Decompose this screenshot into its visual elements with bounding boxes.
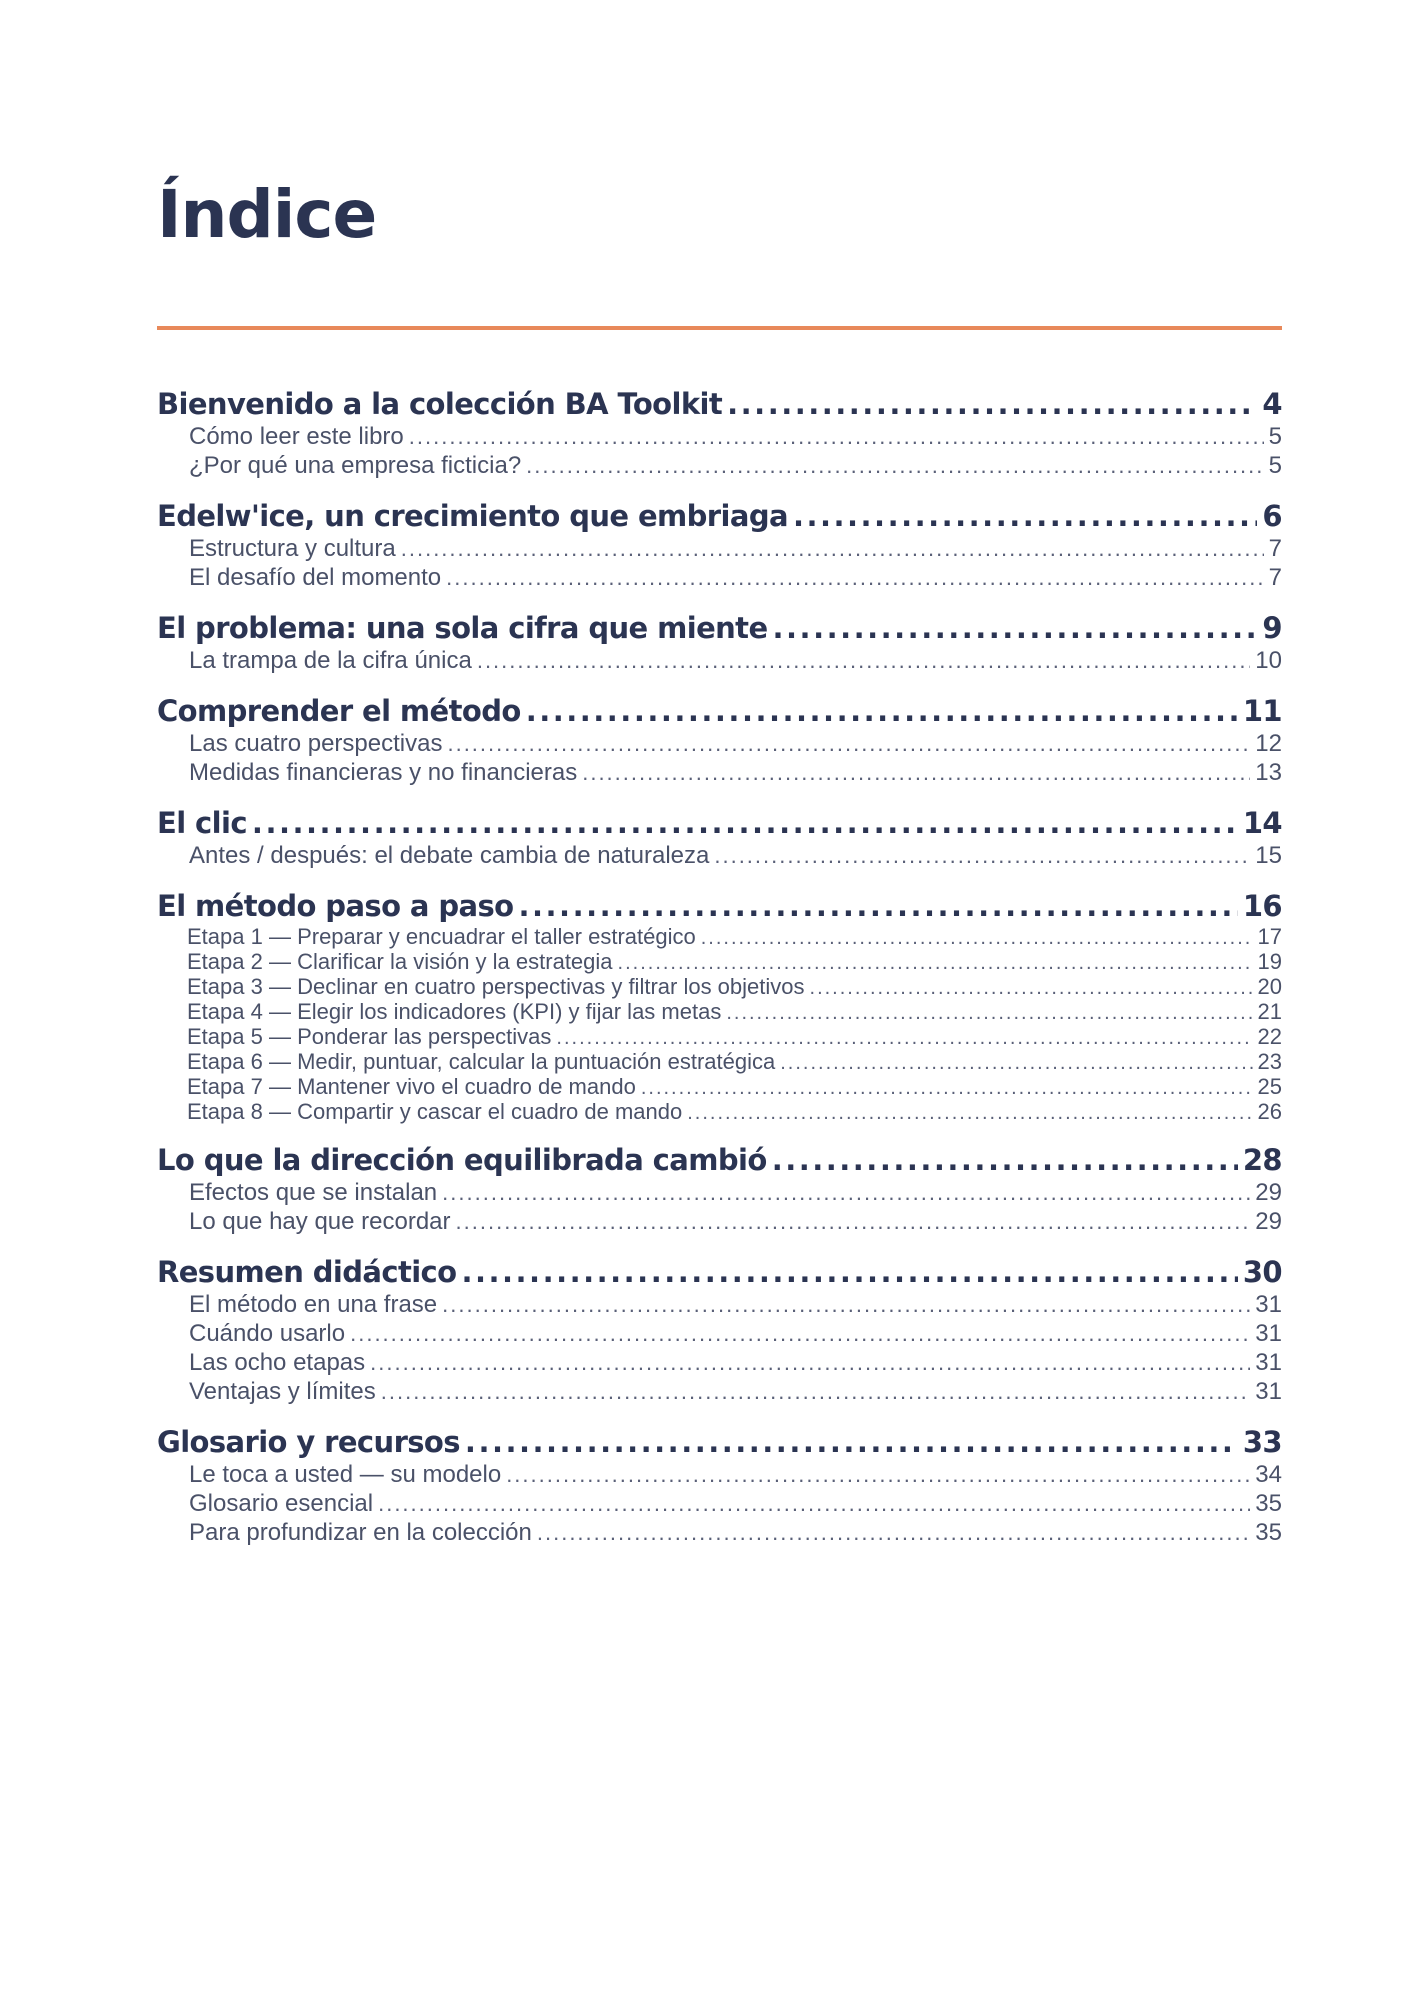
- dot-leader: [772, 1142, 1238, 1178]
- toc-entry-title: Cuándo usarlo: [189, 1320, 346, 1347]
- toc-entry-page: 31: [1255, 1378, 1282, 1405]
- toc-entry-page: 29: [1255, 1179, 1282, 1206]
- toc-entry-title: Para profundizar en la colección: [189, 1519, 532, 1546]
- toc-entry-page: 17: [1257, 924, 1282, 949]
- toc-entry-link[interactable]: [157, 1178, 1282, 1207]
- page-title: Índice: [157, 176, 377, 253]
- toc-chapter-title: Lo que la dirección equilibrada cambió: [157, 1143, 767, 1177]
- toc-entry-link[interactable]: [157, 1460, 1282, 1489]
- toc-entry-link[interactable]: [157, 1518, 1282, 1547]
- toc-chapter-link[interactable]: [157, 805, 1282, 841]
- toc-section: [157, 1424, 1282, 1547]
- toc-entry-title: Etapa 4 — Elegir los indicadores (KPI) y fijar las metas: [187, 999, 722, 1024]
- toc-entry-link[interactable]: [157, 534, 1282, 563]
- toc-entry-title: Glosario esencial: [189, 1490, 374, 1517]
- toc-entry-link[interactable]: [157, 729, 1282, 758]
- dot-leader: [447, 729, 1250, 758]
- toc-section: [157, 693, 1282, 787]
- toc-entry-page: 31: [1255, 1349, 1282, 1376]
- dot-leader: [810, 976, 1253, 1001]
- dot-leader: [582, 758, 1250, 787]
- toc-entry-title: Etapa 3 — Declinar en cuatro perspectivas y filtrar los objetivos: [187, 974, 805, 999]
- dot-leader: [456, 1207, 1251, 1236]
- toc-entry-title: La trampa de la cifra única: [189, 647, 472, 674]
- dot-leader: [477, 646, 1250, 675]
- toc-entry-page: 7: [1268, 564, 1282, 591]
- toc-entry-link[interactable]: [157, 1290, 1282, 1319]
- dot-leader: [506, 1460, 1250, 1489]
- toc-entry-link[interactable]: [157, 1377, 1282, 1406]
- toc-entry-page: 5: [1268, 423, 1282, 450]
- toc-chapter-page: 16: [1242, 889, 1282, 923]
- toc-chapter-link[interactable]: [157, 1142, 1282, 1178]
- toc-section: [157, 888, 1282, 1124]
- toc-chapter-page: 9: [1262, 611, 1282, 645]
- toc-chapter-link[interactable]: [157, 386, 1282, 422]
- dot-leader: [687, 1101, 1252, 1126]
- toc-entry-link[interactable]: [157, 999, 1282, 1024]
- toc-entry-page: 31: [1255, 1320, 1282, 1347]
- toc-entry-title: Etapa 7 — Mantener vivo el cuadro de mando: [187, 1074, 636, 1099]
- dot-leader: [378, 1489, 1250, 1518]
- toc-entry-title: Le toca a usted — su modelo: [189, 1461, 502, 1488]
- toc-entry-page: 13: [1255, 759, 1282, 786]
- toc-chapter-link[interactable]: [157, 1254, 1282, 1290]
- toc-chapter-title: El método paso a paso: [157, 889, 514, 923]
- toc-entry-page: 12: [1255, 730, 1282, 757]
- toc-section: [157, 498, 1282, 592]
- toc-section: [157, 1254, 1282, 1406]
- toc-entry-page: 35: [1255, 1519, 1282, 1546]
- toc-chapter-page: 28: [1242, 1143, 1282, 1177]
- dot-leader: [519, 888, 1238, 924]
- toc-entry-title: Etapa 2 — Clarificar la visión y la estrategia: [187, 949, 613, 974]
- toc-entry-title: Estructura y cultura: [189, 535, 396, 562]
- toc-section: [157, 1142, 1282, 1236]
- dot-leader: [780, 1051, 1252, 1076]
- toc-entry-page: 31: [1255, 1291, 1282, 1318]
- dot-leader: [381, 1377, 1251, 1406]
- dot-leader: [465, 1424, 1238, 1460]
- toc-entry-link[interactable]: [157, 1489, 1282, 1518]
- toc-entry-page: 25: [1257, 1074, 1282, 1099]
- dot-leader: [461, 1254, 1237, 1290]
- dot-leader: [726, 1001, 1252, 1026]
- toc-entry-page: 34: [1255, 1461, 1282, 1488]
- dot-leader: [701, 926, 1253, 951]
- toc-section: [157, 386, 1282, 480]
- toc-entry-page: 26: [1257, 1099, 1282, 1124]
- toc-chapter-title: El clic: [157, 806, 247, 840]
- toc-entry-title: Etapa 8 — Compartir y cascar el cuadro de mando: [187, 1099, 683, 1124]
- dot-leader: [526, 451, 1263, 480]
- toc-entry-page: 29: [1255, 1208, 1282, 1235]
- toc-entry-page: 10: [1255, 647, 1282, 674]
- toc-entry-page: 22: [1257, 1024, 1282, 1049]
- toc-chapter-title: El problema: una sola cifra que miente: [157, 611, 768, 645]
- toc-chapter-title: Comprender el método: [157, 694, 521, 728]
- toc-chapter-link[interactable]: [157, 610, 1282, 646]
- toc-entry-page: 23: [1257, 1049, 1282, 1074]
- toc-section: [157, 610, 1282, 675]
- toc-entry-link[interactable]: [157, 1207, 1282, 1236]
- dot-leader: [537, 1518, 1250, 1547]
- dot-leader: [442, 1178, 1250, 1207]
- toc-entry-title: Etapa 1 — Preparar y encuadrar el taller estratégico: [187, 924, 696, 949]
- toc-entry-page: 19: [1257, 949, 1282, 974]
- toc-entry-page: 15: [1255, 842, 1282, 869]
- toc-entry-title: Etapa 6 — Medir, puntuar, calcular la puntuación estratégica: [187, 1049, 776, 1074]
- dot-leader: [618, 951, 1253, 976]
- table-of-contents: [157, 386, 1282, 1565]
- toc-entry-page: 21: [1257, 999, 1282, 1024]
- toc-entry-title: El método en una frase: [189, 1291, 438, 1318]
- toc-entry-page: 20: [1257, 974, 1282, 999]
- toc-entry-page: 7: [1268, 535, 1282, 562]
- toc-entry-title: Lo que hay que recordar: [189, 1208, 451, 1235]
- dot-leader: [727, 386, 1257, 422]
- toc-entry-title: Las ocho etapas: [189, 1349, 366, 1376]
- toc-chapter-page: 33: [1242, 1425, 1282, 1459]
- dot-leader: [350, 1319, 1250, 1348]
- toc-chapter-title: Glosario y recursos: [157, 1425, 460, 1459]
- toc-chapter-page: 4: [1262, 387, 1282, 421]
- toc-entry-title: Efectos que se instalan: [189, 1179, 438, 1206]
- dot-leader: [793, 498, 1257, 534]
- toc-chapter-link[interactable]: [157, 498, 1282, 534]
- toc-entry-title: Etapa 5 — Ponderar las perspectivas: [187, 1024, 552, 1049]
- dot-leader: [714, 841, 1250, 870]
- toc-entry-link[interactable]: [157, 646, 1282, 675]
- title-divider: [157, 326, 1282, 330]
- toc-entry-link[interactable]: [157, 841, 1282, 870]
- dot-leader: [442, 1290, 1250, 1319]
- dot-leader: [409, 422, 1264, 451]
- dot-leader: [526, 693, 1238, 729]
- dot-leader: [641, 1076, 1253, 1101]
- dot-leader: [252, 805, 1238, 841]
- dot-leader: [446, 563, 1264, 592]
- toc-entry-link[interactable]: [157, 563, 1282, 592]
- toc-section: [157, 805, 1282, 870]
- toc-entry-link[interactable]: [157, 1024, 1282, 1049]
- toc-chapter-title: Edelw'ice, un crecimiento que embriaga: [157, 499, 788, 533]
- toc-entry-title: El desafío del momento: [189, 564, 442, 591]
- toc-chapter-page: 6: [1262, 499, 1282, 533]
- toc-entry-title: Las cuatro perspectivas: [189, 730, 443, 757]
- toc-entry-title: Antes / después: el debate cambia de naturaleza: [189, 842, 710, 869]
- toc-entry-link[interactable]: [157, 974, 1282, 999]
- toc-chapter-page: 30: [1242, 1255, 1282, 1289]
- toc-entry-link[interactable]: [157, 1099, 1282, 1124]
- toc-entry-page: 5: [1268, 452, 1282, 479]
- dot-leader: [370, 1348, 1250, 1377]
- toc-entry-page: 35: [1255, 1490, 1282, 1517]
- toc-entry-link[interactable]: [157, 924, 1282, 949]
- toc-entry-title: Ventajas y límites: [189, 1378, 376, 1405]
- toc-chapter-link[interactable]: [157, 888, 1282, 924]
- toc-entry-link[interactable]: [157, 451, 1282, 480]
- toc-entry-link[interactable]: [157, 1348, 1282, 1377]
- toc-chapter-title: Resumen didáctico: [157, 1255, 457, 1289]
- dot-leader: [401, 534, 1264, 563]
- toc-chapter-page: 14: [1242, 806, 1282, 840]
- toc-entry-link[interactable]: [157, 1049, 1282, 1074]
- toc-entry-title: Medidas financieras y no financieras: [189, 759, 578, 786]
- toc-entry-link[interactable]: [157, 422, 1282, 451]
- toc-entry-link[interactable]: [157, 758, 1282, 787]
- dot-leader: [556, 1026, 1252, 1051]
- toc-entry-title: Cómo leer este libro: [189, 423, 404, 450]
- dot-leader: [773, 610, 1258, 646]
- toc-chapter-page: 11: [1242, 694, 1282, 728]
- toc-entry-link[interactable]: [157, 1319, 1282, 1348]
- toc-entry-title: ¿Por qué una empresa ficticia?: [189, 452, 522, 479]
- toc-chapter-link[interactable]: [157, 1424, 1282, 1460]
- toc-chapter-link[interactable]: [157, 693, 1282, 729]
- toc-entry-link[interactable]: [157, 1074, 1282, 1099]
- toc-entry-link[interactable]: [157, 949, 1282, 974]
- toc-chapter-title: Bienvenido a la colección BA Toolkit: [157, 387, 723, 421]
